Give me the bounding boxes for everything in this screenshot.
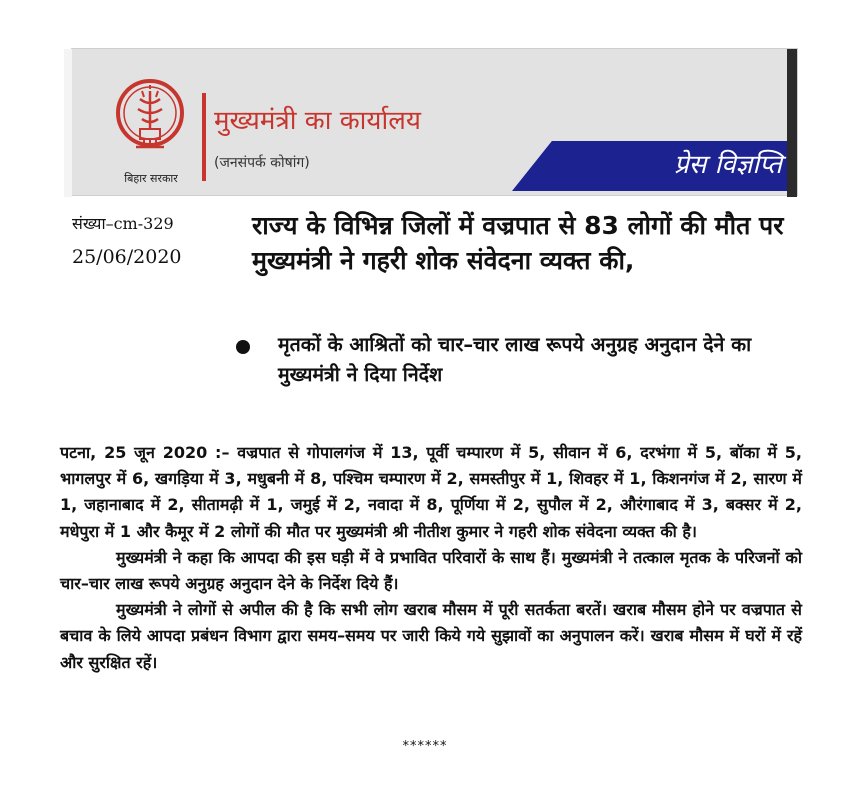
letterhead-edge-right [787,49,797,197]
headline: राज्य के विभिन्न जिलों में वज्रपात से 83 लोगों की मौत पर मुख्यमंत्री ने गहरी शोक संवेदना व्यक्त की, [252,211,784,275]
letterhead-edge-left [64,49,72,197]
paragraph-1: पटना, 25 जून 2020 :– वज्रपात से गोपालगंज में 13, पूर्वी चम्पारण में 5, सीवान में 6, दरभंगा में 5, बॉका में 5, भागलपुर में 6, खगड़िया में 3, मधुबनी में 8, पश्चिम चम्पारण में 2, समस्तीपुर में 1, शिवहर में 1, किशनगंज में 2, सारण में 1, जहानाबाद में 2, सीतामढ़ी में 1, जमुई में 2, नवादा में 8, पूर्णिया में 2, सुपौल में 2, औरंगाबाद में 3, बक्सर में 2, मधेपुरा में 1 और कैमूर में 2 लोगों की मौत पर मुख्यमंत्री श्री नीतीश कुमार ने गहरी शोक संवेदना व्यक्त की है। [60,443,802,541]
press-release-body [60,440,802,676]
office-subtitle: (जनसंपर्क कोषांग) [214,155,310,171]
letterhead [71,48,798,196]
end-mark: ****** [402,739,448,754]
bullet-point: मृतकों के आश्रितों को चार–चार लाख रूपये अनुग्रह अनुदान देने का मुख्यमंत्री ने दिया निर्देश [278,333,752,386]
header-divider [202,93,206,181]
reference-number: संख्या–cm-329 [72,214,174,233]
government-name: बिहार सरकार [124,172,178,185]
paragraph-2: मुख्यमंत्री ने कहा कि आपदा की इस घड़ी में वे प्रभावित परिवारों के साथ हैं। मुख्यमंत्री ने तत्काल मृतक के परिजनों को चार–चार लाख रूपये अनुग्रह अनुदान देने के निर्देश दिये हैं। [60,547,802,594]
release-date: 25/06/2020 [72,246,182,268]
paragraph-3: मुख्यमंत्री ने लोगों से अपील की है कि सभी लोग खराब मौसम में पूरी सतर्कता बरतें। खराब मौसम होने पर वज्रपात से बचाव के लिये आपदा प्रबंधन विभाग द्वारा समय–समय पर जारी किये गये सुझावों का अनुपालन करें। खराब मौसम में घरों में रहें और सुरक्षित रहें। [60,600,802,672]
press-release-label: प्रेस विज्ञप्ति [673,150,782,180]
bullet-dot-icon [236,340,250,354]
office-title: मुख्यमंत्री का कार्यालय [214,106,421,136]
bihar-emblem-icon [114,77,186,163]
